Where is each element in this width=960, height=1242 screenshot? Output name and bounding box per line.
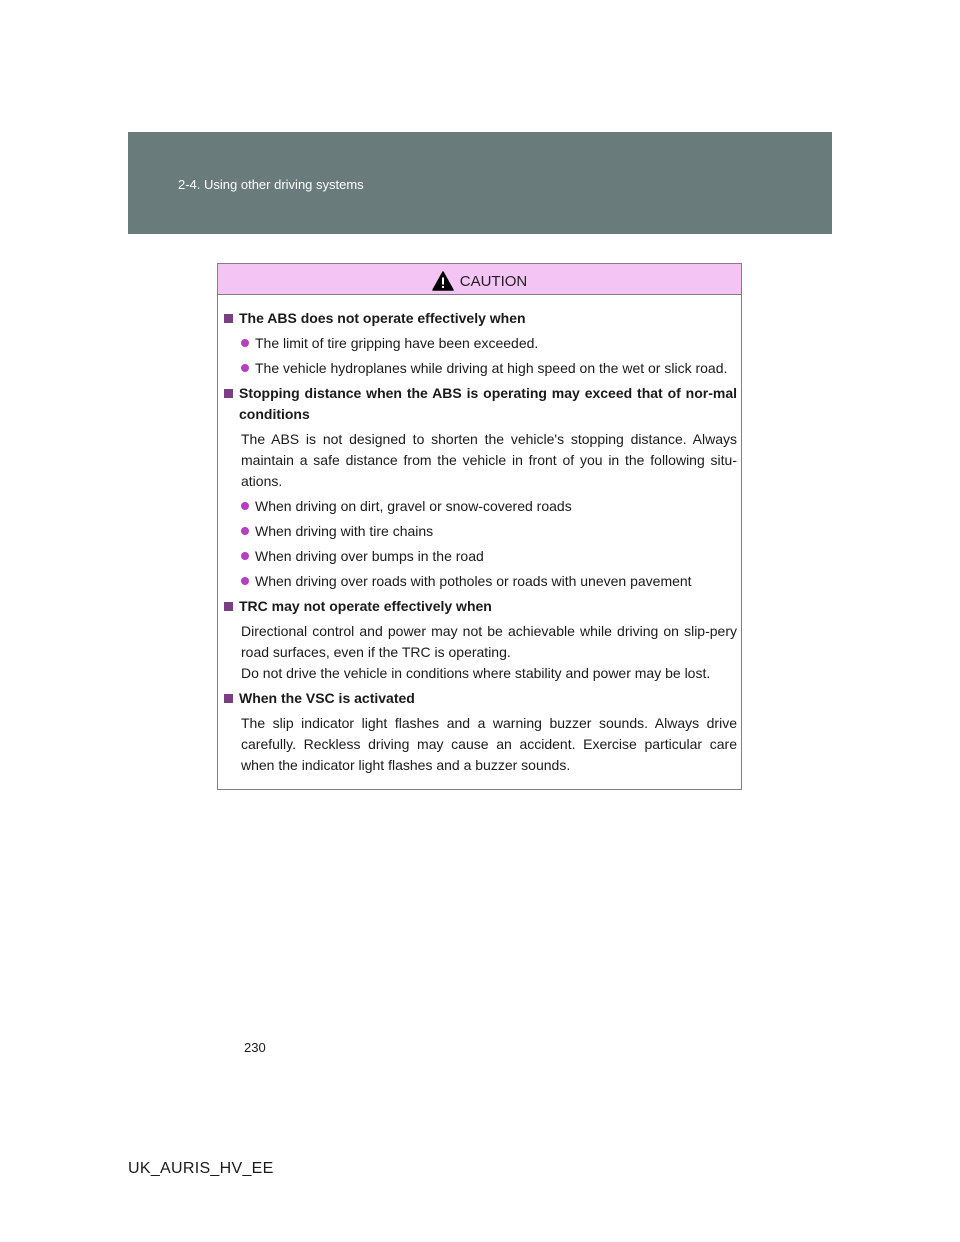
section-paragraph: The ABS is not designed to shorten the vehicle's stopping distance. Always maintain a safe distance from the vehicle in front of you in the following situ-ations. — [241, 431, 737, 489]
section-paragraph: The slip indicator light flashes and a warning buzzer sounds. Always drive carefully. Reckless driving may cause an accident. Exercise particular care when the indicator light flashes and a buzzer sounds. — [241, 715, 737, 773]
section-title-text: When the VSC is activated — [239, 690, 415, 706]
list-item-text: When driving over roads with potholes or roads with uneven pavement — [255, 573, 692, 589]
list-item — [241, 546, 737, 567]
caution-label: CAUTION — [459, 272, 528, 290]
list-item-text: The vehicle hydroplanes while driving at high speed on the wet or slick road. — [255, 360, 728, 376]
round-bullet-icon — [241, 552, 249, 560]
section-heading — [224, 383, 737, 425]
list-item-text: When driving with tire chains — [255, 523, 434, 539]
section-heading — [224, 596, 737, 617]
list-item — [241, 521, 737, 542]
square-bullet-icon — [224, 389, 233, 398]
caution-header — [218, 264, 741, 295]
round-bullet-icon — [241, 339, 249, 347]
list-item — [241, 571, 737, 592]
round-bullet-icon — [241, 577, 249, 585]
list-item — [241, 496, 737, 517]
list-item — [241, 333, 737, 354]
section-title-text: Stopping distance when the ABS is operating may exceed that of nor-mal conditions — [239, 385, 737, 422]
section-title-text: TRC may not operate effectively when — [239, 598, 492, 614]
list-item-text: When driving over bumps in the road — [255, 548, 484, 564]
page-number: 230 — [244, 1040, 266, 1055]
model-code: UK_AURIS_HV_EE — [128, 1160, 274, 1177]
section-title: 2-4. Using other driving systems — [178, 177, 364, 192]
square-bullet-icon — [224, 314, 233, 323]
round-bullet-icon — [241, 527, 249, 535]
square-bullet-icon — [224, 694, 233, 703]
section-heading — [224, 688, 737, 709]
list-item — [241, 358, 737, 379]
caution-box — [217, 263, 742, 790]
section-paragraph: Do not drive the vehicle in conditions where stability and power may be lost. — [241, 665, 711, 681]
section-heading — [224, 308, 737, 329]
list-item-text: The limit of tire gripping have been exceeded. — [255, 335, 539, 351]
section-title-text: The ABS does not operate effectively when — [239, 310, 526, 326]
round-bullet-icon — [241, 502, 249, 510]
round-bullet-icon — [241, 364, 249, 372]
section-paragraph: Directional control and power may not be achievable while driving on slip-pery road surfaces, even if the TRC is operating. — [241, 623, 737, 660]
header-band — [128, 132, 832, 234]
list-item-text: When driving on dirt, gravel or snow-covered roads — [255, 498, 572, 514]
square-bullet-icon — [224, 602, 233, 611]
warning-triangle-icon — [432, 271, 454, 291]
caution-body — [218, 295, 741, 776]
